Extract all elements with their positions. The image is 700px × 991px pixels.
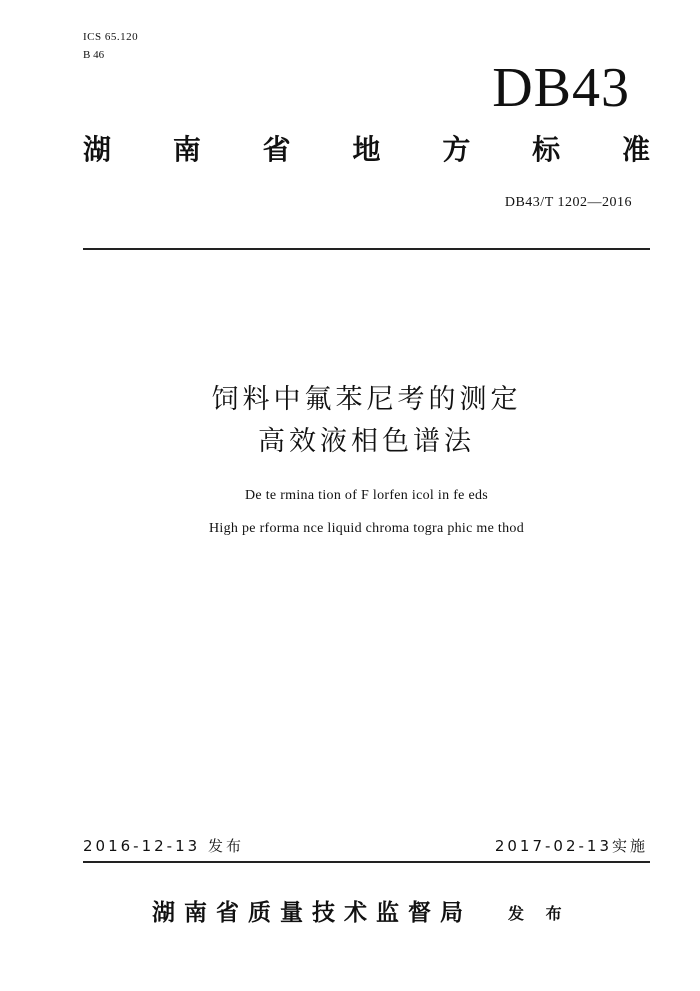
- standard-type-char: 南: [172, 133, 201, 166]
- ics-code: ICS 65.120: [83, 31, 139, 43]
- issuing-authority: 湖南省质量技术监督局: [152, 900, 472, 926]
- english-title-line-1: De te rmina tion of F lorfen icol in fe eds: [244, 488, 489, 503]
- standard-type-char: 标: [532, 133, 561, 166]
- standard-type-char: 准: [621, 133, 650, 166]
- issue-action: 发 布: [508, 904, 570, 923]
- top-divider: [83, 248, 650, 250]
- date-row: [83, 836, 648, 856]
- standard-type-heading: [83, 132, 650, 168]
- standard-type-char: 地: [352, 133, 381, 166]
- classification-code: B 46: [83, 49, 105, 61]
- standard-type-char: 湖: [83, 133, 112, 166]
- standard-number: DB43/T 1202—2016: [504, 195, 632, 210]
- publish-date: 2016-12-13 发布: [83, 837, 244, 855]
- implement-date: 2017-02-13实施: [494, 837, 648, 855]
- chinese-title-line-1: 饲料中氟苯尼考的测定: [211, 384, 522, 415]
- standard-type-char: 方: [442, 133, 471, 166]
- standard-type-char: 省: [262, 133, 291, 166]
- db-code-logo: DB43: [492, 57, 630, 119]
- chinese-title-line-2: 高效液相色谱法: [258, 426, 475, 457]
- bottom-divider: [83, 861, 650, 863]
- english-title-line-2: High pe rforma nce liquid chroma togra phic me thod: [208, 521, 525, 536]
